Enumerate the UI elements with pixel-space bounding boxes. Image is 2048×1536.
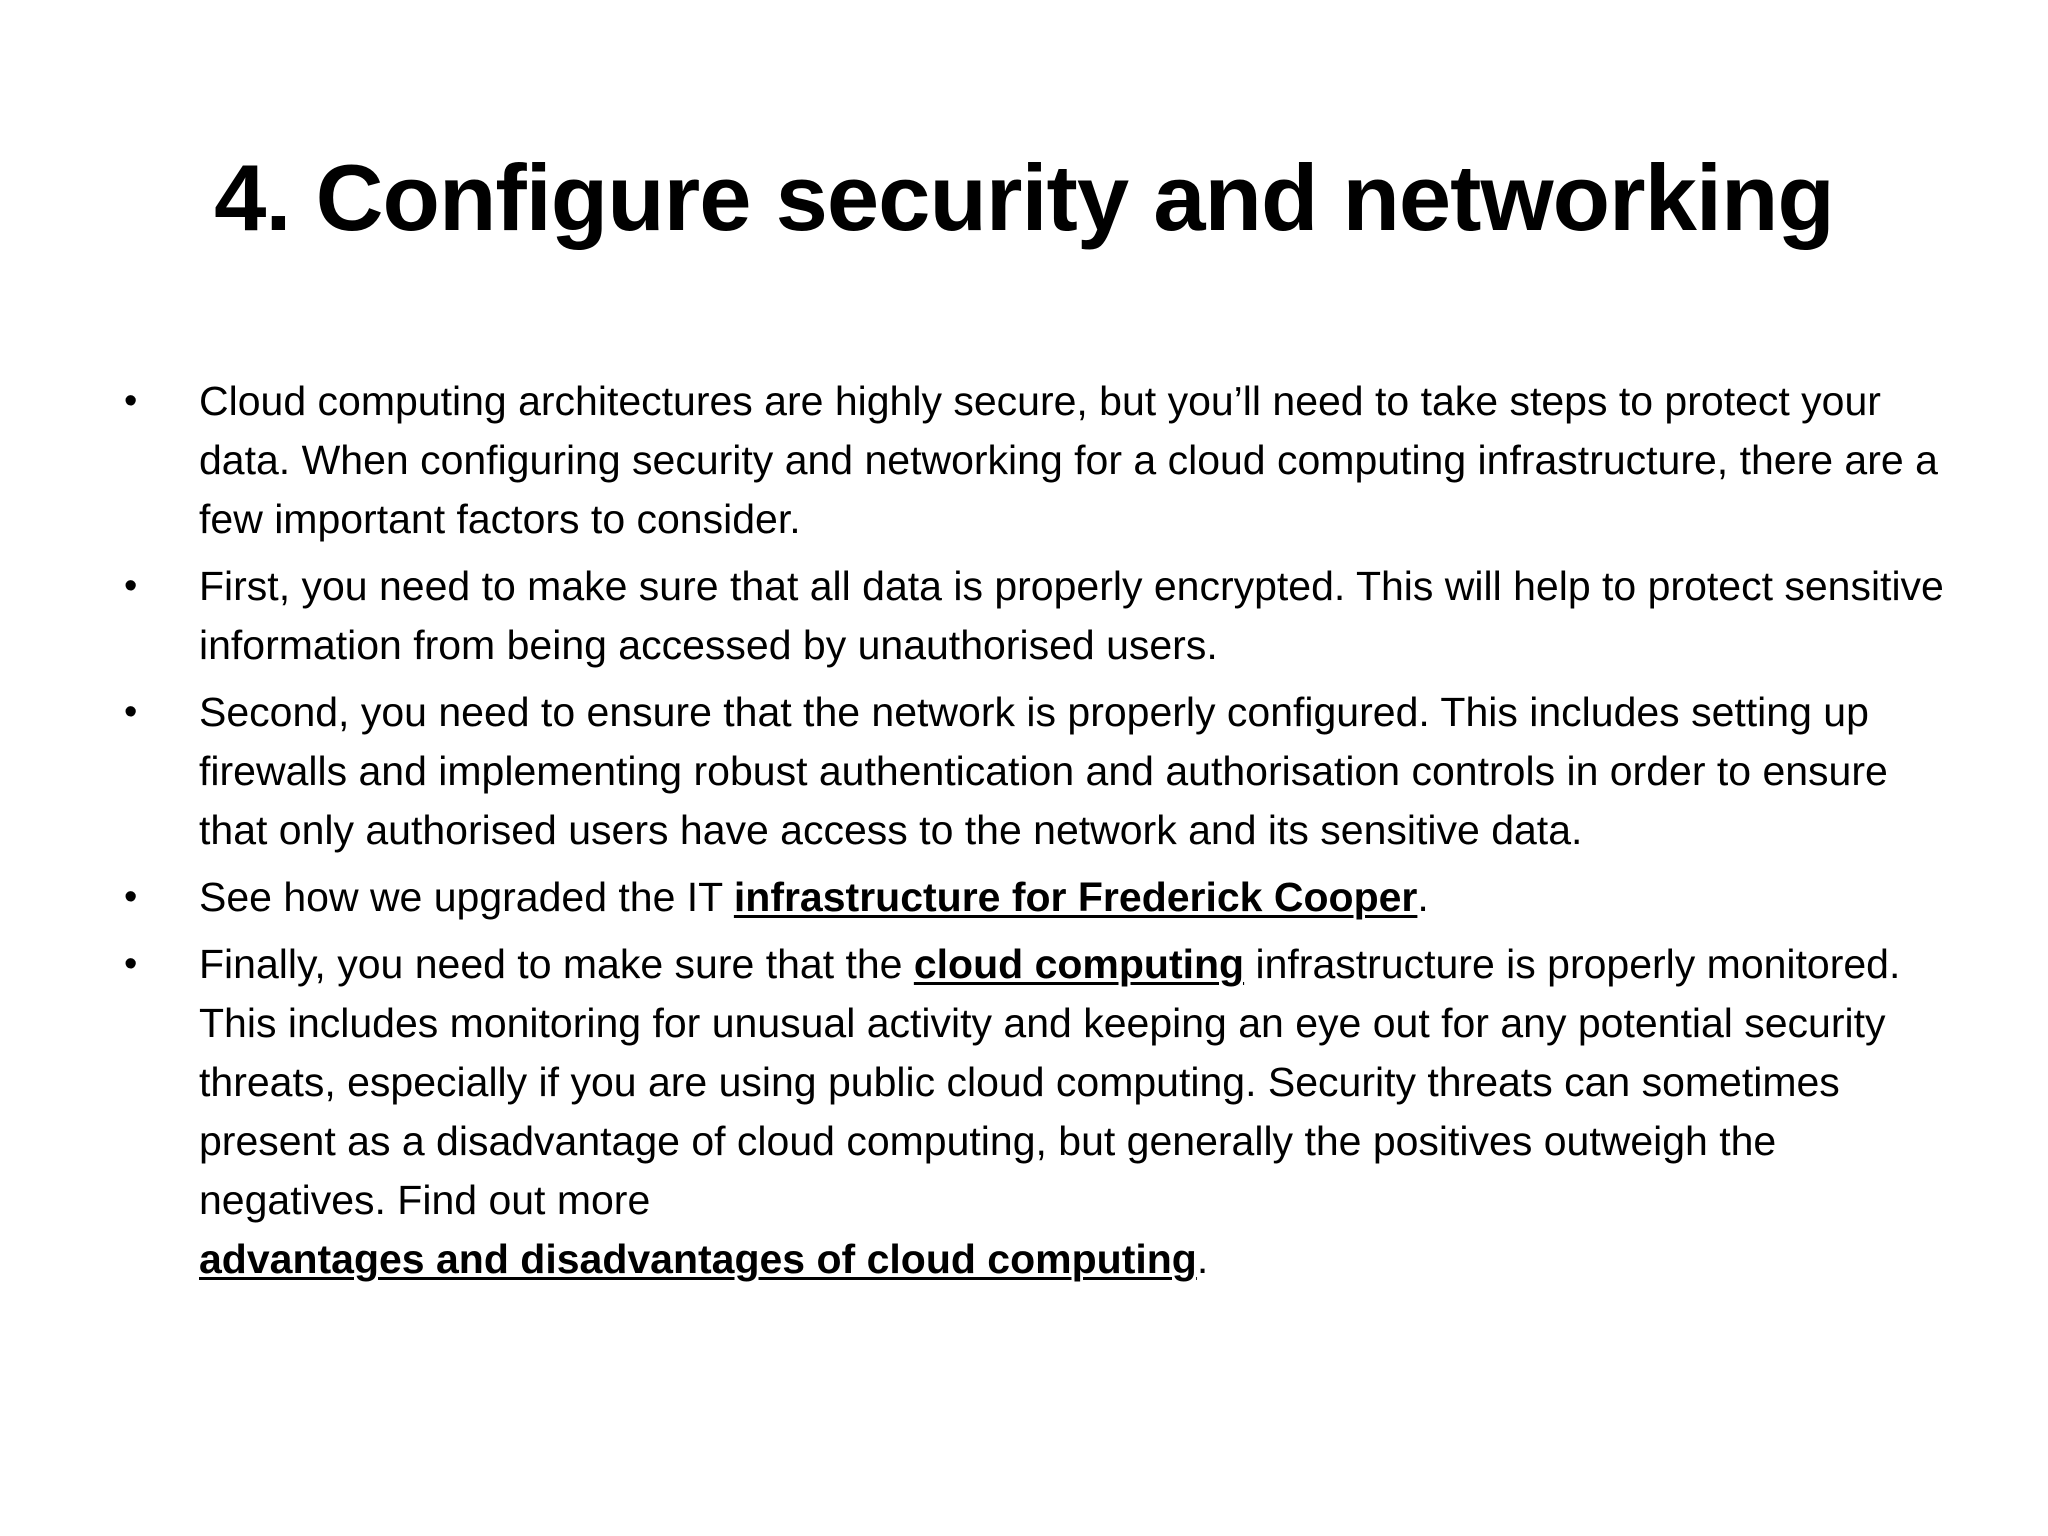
bullet-icon: • bbox=[124, 380, 138, 422]
bullet-text-after: . bbox=[1196, 1236, 1209, 1282]
bullet-icon: • bbox=[124, 565, 138, 607]
bullet-icon: • bbox=[124, 691, 138, 733]
bullet-item-case-study bbox=[122, 868, 1952, 927]
frederick-cooper-link[interactable]: infrastructure for Frederick Cooper bbox=[733, 874, 1418, 920]
bullet-icon: • bbox=[124, 943, 138, 985]
bullet-item-encryption bbox=[122, 557, 1952, 675]
bullet-item-monitoring bbox=[122, 935, 1952, 1289]
bullet-list bbox=[122, 372, 1952, 1297]
bullet-text-middle: infrastructure is properly monitored. This includes monitoring for unusual activity and keeping an eye out for any potential security threats, especially if you are using public cloud computing. Security threats can sometimes present as a disadvantage of cloud computing, but generally the positives outweigh the negatives. Find out more bbox=[199, 941, 1901, 1223]
advantages-disadvantages-link[interactable]: advantages and disadvantages of cloud computing bbox=[199, 1236, 1197, 1282]
bullet-text-before: Finally, you need to make sure that the bbox=[199, 941, 914, 987]
bullet-text-before: See how we upgraded the IT bbox=[199, 874, 734, 920]
bullet-text: Cloud computing architectures are highly secure, but you’ll need to take steps to protect your data. When configuring security and networking for a cloud computing infrastructure, there are a few important factors to consider. bbox=[199, 378, 1938, 542]
cloud-computing-link[interactable]: cloud computing bbox=[913, 941, 1245, 987]
bullet-text: Second, you need to ensure that the network is properly configured. This includes setting up firewalls and implementing robust authentication and authorisation controls in order to ensure that only authorised users have access to the network and its sensitive data. bbox=[199, 689, 1888, 853]
bullet-text-after: . bbox=[1417, 874, 1429, 920]
bullet-item-encryption-intro bbox=[122, 372, 1952, 549]
bullet-icon: • bbox=[124, 876, 138, 918]
bullet-text: First, you need to make sure that all data is properly encrypted. This will help to protect sensitive information from being accessed by unauthorised users. bbox=[199, 563, 1944, 668]
slide-title: 4. Configure security and networking bbox=[214, 145, 1834, 250]
bullet-item-network bbox=[122, 683, 1952, 860]
